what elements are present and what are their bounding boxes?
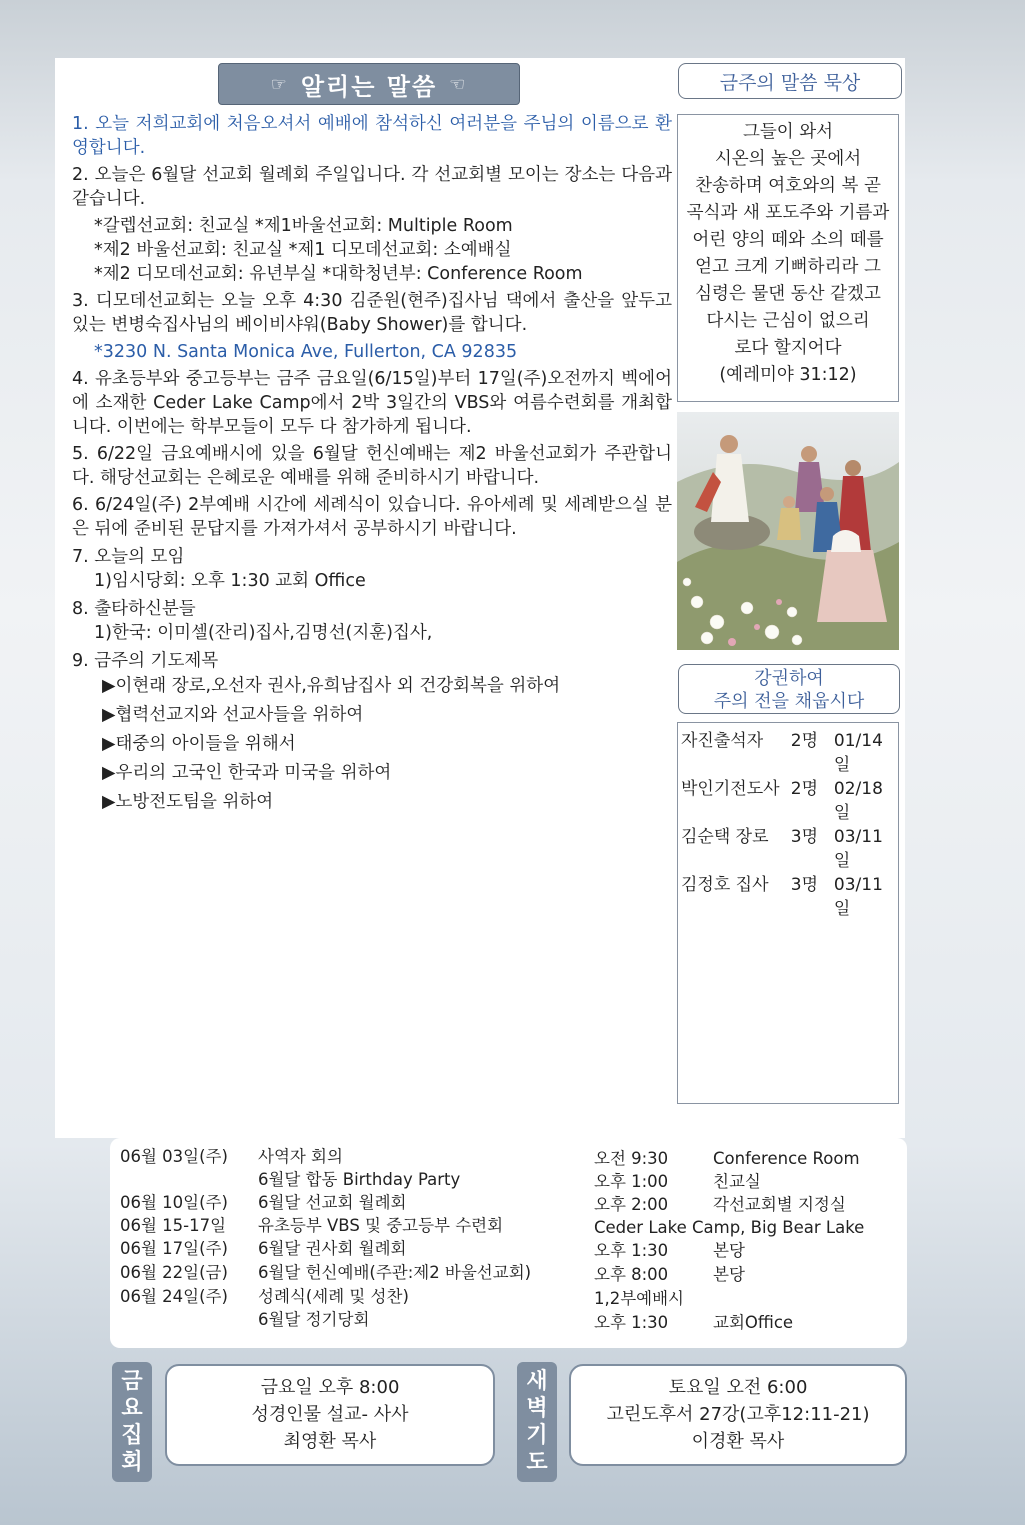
friday-preacher: 최영환 목사 (283, 1431, 377, 1452)
verse-line: 얻고 크게 기뻐하리라 그 (695, 257, 881, 277)
announcement-subitem: *제2 디모데선교회: 유년부실 *대학청년부: Conference Room (94, 264, 583, 284)
person-name: 김정호 집사 (681, 875, 769, 895)
friday-service-box (165, 1364, 495, 1466)
verse-line: 심령은 물댄 동산 같겠고 (695, 284, 881, 304)
schedule-time: 오후 1:00 (594, 1172, 669, 1191)
announcement-item: 2. 오늘은 6월달 선교회 월례회 주일입니다. 각 선교회별 모이는 장소는 다음과 같습니다. (72, 165, 672, 209)
schedule-event: 6월달 정기당회 (258, 1310, 370, 1329)
announcement-item: 4. 유초등부와 중고등부는 금주 금요일(6/15일)부터 17일(주)오전까지 벡에어에 소재한 Ceder Lake Camp에서 2박 3일간의 VBS와 여름수련회를 개최합니다. 이번에는 학부모들이 모두 다 참가하게 됩니다. (72, 369, 672, 437)
label-char: 집 (121, 1423, 143, 1448)
entry-date: 01/14일 (833, 731, 883, 775)
schedule-time: 오전 9:30 (594, 1149, 669, 1168)
prayer-topic: ▶이현래 장로,오선자 권사,유희남집사 외 건강회복을 위하여 (102, 676, 561, 696)
schedule-event: 6월달 헌신예배(주관:제2 바울선교회) (258, 1263, 532, 1282)
entry-date: 03/11일 (833, 875, 883, 919)
schedule-event: 6월달 권사회 월례회 (258, 1239, 407, 1258)
announcement-item: 8. 출타하신분들 (72, 599, 196, 619)
schedule-event: 6월달 합동 Birthday Party (258, 1170, 461, 1189)
meditation-title: 금주의 말씀 묵상 (678, 63, 902, 99)
schedule-event: 6월달 선교회 월례회 (258, 1193, 407, 1212)
dawn-preacher: 이경환 목사 (691, 1431, 785, 1452)
prayer-title-line: 강권하여 (754, 668, 824, 689)
prayer-topic: ▶태중의 아이들을 위해서 (102, 734, 296, 754)
person-count: 3명 (790, 827, 819, 847)
list-item (681, 825, 898, 873)
schedule-time: 오후 2:00 (594, 1195, 669, 1214)
announcement-item: 7. 오늘의 모임 (72, 547, 185, 567)
schedule-date: 06월 15-17일 (120, 1216, 227, 1235)
announcement-item: 6. 6/24일(주) 2부예배 시간에 세례식이 있습니다. 유아세례 및 세례받으실 분은 뒤에 준비된 문답지를 가져가셔서 공부하시기 바랍니다. (72, 495, 672, 539)
entry-date: 03/11일 (833, 827, 883, 871)
announcement-subitem: *제2 바울선교회: 친교실 *제1 디모데선교회: 소예배실 (94, 240, 512, 260)
list-item (681, 777, 898, 825)
announcement-item: 1. 오늘 저희교회에 처음오셔서 예배에 참석하신 여러분을 주님의 이름으로 환영합니다. (72, 114, 672, 158)
pointing-hand-icon: ☞ (270, 73, 289, 95)
schedule-event: 사역자 회의 (258, 1147, 343, 1166)
label-char: 벽 (526, 1396, 548, 1421)
person-name: 김순택 장로 (681, 827, 769, 847)
label-char: 회 (121, 1450, 143, 1475)
announcement-item: 9. 금주의 기도제목 (72, 651, 219, 671)
announcements-title (218, 63, 520, 105)
schedule-event: 유초등부 VBS 및 중고등부 수련회 (258, 1216, 504, 1235)
verse-reference: (예레미야 31:12) (719, 365, 857, 385)
schedule-place: 교회Office (713, 1313, 794, 1332)
person-count: 2명 (790, 731, 819, 751)
prayer-topic: ▶우리의 고국인 한국과 미국을 위하여 (102, 763, 392, 783)
dawn-prayer-label (517, 1362, 557, 1482)
label-char: 도 (526, 1450, 548, 1475)
label-char: 새 (526, 1369, 548, 1394)
schedule-date: 06월 03일(주) (120, 1147, 228, 1166)
verse-line: 시온의 높은 곳에서 (714, 149, 862, 169)
schedule-date: 06월 17일(주) (120, 1239, 228, 1258)
announcement-subitem: 1)한국: 이미셀(잔리)집사,김명선(지훈)집사, (94, 623, 433, 643)
friday-service-label (112, 1362, 152, 1482)
meditation-verse (677, 114, 899, 402)
label-char: 기 (526, 1423, 548, 1448)
jesus-teaching-painting (677, 412, 899, 650)
schedule-time: 오후 1:30 (594, 1241, 669, 1260)
person-name: 자진출석자 (681, 731, 764, 751)
verse-line: 다시는 근심이 없으리 (706, 311, 870, 331)
schedule-date: 06월 22일(금) (120, 1263, 228, 1282)
announcements-title-text: 알리는 말씀 (300, 72, 438, 101)
verse-line: 찬송하며 여호와의 복 곧 (695, 176, 881, 196)
announcement-subitem: 1)임시당회: 오후 1:30 교회 Office (94, 571, 366, 591)
prayer-topic: ▶협력선교지와 선교사들을 위하여 (102, 705, 364, 725)
schedule-place: Ceder Lake Camp, Big Bear Lake (594, 1218, 865, 1237)
dawn-prayer-box (569, 1364, 907, 1466)
prayer-topic: ▶노방전도팀을 위하여 (102, 792, 274, 812)
prayer-campaign-list (677, 722, 899, 1104)
schedule-date: 06월 10일(주) (120, 1193, 228, 1212)
friday-sermon: 성경인물 설교- 사사 (251, 1404, 409, 1425)
entry-date: 02/18일 (833, 779, 883, 823)
dawn-sermon: 고린도후서 27강(고후12:11-21) (606, 1404, 870, 1425)
person-name: 박인기전도사 (681, 779, 780, 799)
list-item (681, 729, 898, 777)
label-char: 금 (121, 1369, 143, 1394)
prayer-campaign-title (678, 664, 900, 714)
schedule-place: 본당 (713, 1265, 745, 1284)
schedule-time: 오후 8:00 (594, 1265, 669, 1284)
friday-time: 금요일 오후 8:00 (260, 1377, 400, 1398)
schedule-date: 06월 24일(주) (120, 1287, 228, 1306)
label-char: 요 (121, 1396, 143, 1421)
schedule-time: 오후 1:30 (594, 1313, 669, 1332)
verse-line: 그들이 와서 (742, 122, 834, 142)
verse-line: 곡식과 새 포도주와 기름과 (686, 203, 890, 223)
verse-line: 어린 양의 떼와 소의 떼를 (692, 230, 884, 250)
announcement-subitem: *갈렙선교회: 친교실 *제1바울선교회: Multiple Room (94, 216, 513, 236)
prayer-title-line: 주의 전을 채웁시다 (713, 691, 865, 712)
dawn-time: 토요일 오전 6:00 (668, 1377, 808, 1398)
announcement-list (72, 112, 672, 818)
list-item (681, 873, 898, 921)
address-line: *3230 N. Santa Monica Ave, Fullerton, CA 92835 (94, 342, 518, 362)
schedule-event: 성례식(세례 및 성찬) (258, 1287, 409, 1306)
verse-line: 로다 할지어다 (734, 338, 842, 358)
announcement-item: 3. 디모데선교회는 오늘 오후 4:30 김준원(현주)집사님 댁에서 출산을 앞두고 있는 변병숙집사님의 베이비샤워(Baby Shower)를 합니다. (72, 291, 672, 335)
person-count: 2명 (790, 779, 819, 799)
announcement-item: 5. 6/22일 금요예배시에 있을 6월달 헌신예배는 제2 바울선교회가 주관합니다. 해당선교회는 은혜로운 예배를 위해 준비하시기 바랍니다. (72, 444, 672, 488)
schedule-place: Conference Room (713, 1149, 860, 1168)
schedule-place: 각선교회별 지정실 (713, 1195, 846, 1214)
schedule-place: 1,2부예배시 (594, 1289, 684, 1308)
pointing-hand-icon: ☜ (449, 73, 468, 95)
schedule-place: 친교실 (713, 1172, 761, 1191)
schedule-place: 본당 (713, 1241, 745, 1260)
person-count: 3명 (790, 875, 819, 895)
